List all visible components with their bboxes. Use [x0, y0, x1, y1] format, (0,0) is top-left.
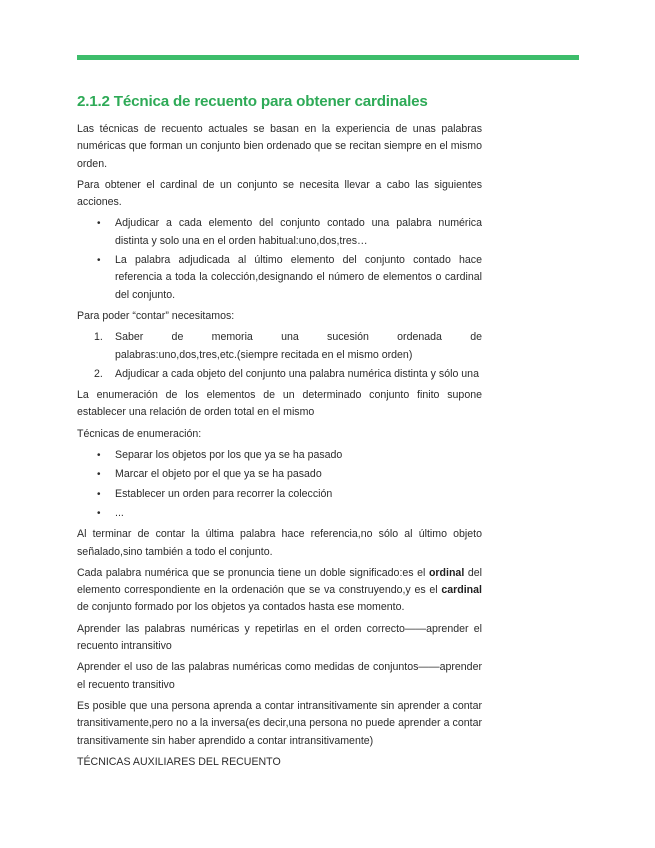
list-item: • Marcar el objeto por el que ya se ha pasado	[77, 466, 482, 483]
double-meaning-paragraph: Cada palabra numérica que se pronuncia tiene un doble significado:es el ordinal del elemento correspondiente en la ordenación que se va construyendo,y es el cardinal de conjunto formado por los objetos ya contados hasta ese momento.	[77, 566, 482, 614]
techniques-list	[77, 447, 482, 522]
cardinal-paragraph: Para obtener el cardinal de un conjunto se necesita llevar a cabo las siguientes acciones.	[77, 178, 482, 209]
intro-paragraph: Las técnicas de recuento actuales se basan en la experiencia de unas palabras numéricas que forman un conjunto bien ordenado que se recitan siempre en el mismo orden.	[77, 123, 482, 170]
list-item: 1. Saber de memoria una sucesión ordenada de palabras:uno,dos,tres,etc.(siempre recitada en el mismo orden)	[94, 331, 482, 361]
needs-list	[77, 329, 482, 383]
intransitive-paragraph: Aprender las palabras numéricas y repetirlas en el orden correcto——aprender el recuento intransitivo	[77, 622, 482, 653]
actions-list	[77, 215, 482, 303]
contar-paragraph: Para poder “contar” necesitamos:	[77, 309, 235, 322]
document-body	[77, 121, 482, 775]
enumeration-paragraph: La enumeración de los elementos de un determinado conjunto finito supone establecer una relación de orden total en el mismo	[77, 389, 482, 419]
list-item: 2. Adjudicar a cada objeto del conjunto una palabra numérica distinta y sólo una	[77, 366, 482, 383]
list-item: • ...	[77, 505, 482, 522]
list-number: 1.	[94, 331, 103, 344]
bullet-icon: •	[97, 450, 101, 462]
cardinal-term: cardinal	[441, 584, 482, 597]
bullet-icon: •	[97, 255, 101, 267]
transitive-paragraph: Aprender el uso de las palabras numéricas como medidas de conjuntos——aprender el recuento transitivo	[77, 661, 482, 691]
possible-paragraph: Es posible que una persona aprenda a contar intransitivamente sin aprender a contar transitivamente,pero no a la inversa(es decir,una persona no puede aprender a contar transitivamente sin haber aprendido a contar intransitivamente)	[77, 699, 482, 747]
list-item: • La palabra adjudicada al último elemento del conjunto contado hace referencia a toda la colección,designando el número de elementos o cardinal del conjunto.	[97, 254, 482, 301]
last-word-paragraph: Al terminar de contar la última palabra hace referencia,no sólo al último objeto señalado,sino también a todo el conjunto.	[77, 528, 482, 558]
top-accent-rule	[77, 55, 579, 60]
bullet-icon: •	[97, 218, 101, 230]
bullet-icon: •	[97, 507, 101, 519]
list-item: • Establecer un orden para recorrer la colección	[77, 486, 482, 503]
techniques-title: Técnicas de enumeración:	[77, 427, 202, 440]
bullet-icon: •	[97, 488, 101, 500]
list-item: • Adjudicar a cada elemento del conjunto contado una palabra numérica distinta y solo una en el orden habitual:uno,dos,tres…	[97, 217, 482, 247]
section-heading: 2.1.2 Técnica de recuento para obtener cardinales	[77, 93, 428, 110]
auxiliary-techniques-title: TÉCNICAS AUXILIARES DEL RECUENTO	[77, 755, 281, 768]
list-item: • Separar los objetos por los que ya se ha pasado	[77, 447, 482, 464]
list-number: 2.	[94, 367, 103, 380]
bullet-icon: •	[97, 469, 101, 481]
ordinal-term: ordinal	[428, 566, 465, 579]
